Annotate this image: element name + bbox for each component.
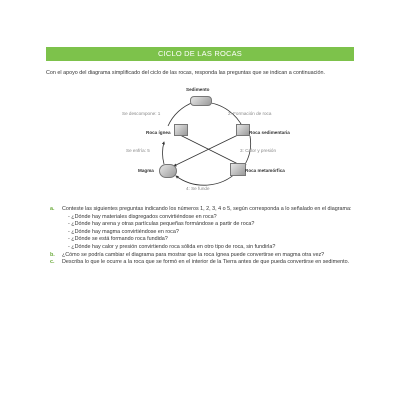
arrow-metamorfica-to-magma	[176, 172, 237, 185]
question-a-letter: a.	[50, 206, 55, 212]
question-b-text: ¿Cómo se podría cambiar el diagrama para mostrar que la roca ígnea puede convertirse en magma otra vez?	[62, 251, 325, 258]
label-sedimento: Sedimento	[186, 87, 210, 92]
question-b-letter: b.	[50, 251, 55, 258]
magma-image	[159, 164, 177, 178]
label-roca-sedimentaria: Roca sedimentaria	[249, 130, 290, 135]
rock-cycle-diagram	[112, 84, 302, 194]
question-a-sub-4: - ¿Dónde se está formando roca fundida?	[68, 236, 168, 243]
question-a-sub-2: - ¿Dónde hay arena y otras partículas pequeñas formándose a partir de roca?	[68, 221, 255, 228]
question-a	[46, 206, 356, 214]
question-a-sub-3: - ¿Dónde hay magma convirtiéndose en roca?	[68, 228, 179, 235]
question-c-text: Describa lo que le ocurre a la roca que se formó en el interior de la Tierra antes de que pueda convertirse en sedimento.	[62, 259, 350, 266]
section-title: CICLO DE LAS ROCAS	[46, 47, 354, 61]
arrow-ignea-to-sedimento	[168, 102, 194, 126]
question-b	[46, 252, 356, 260]
arrow-ignea-to-metamorfica	[178, 134, 242, 166]
roca-metamorfica-image	[230, 163, 246, 176]
intro-text: Con el apoyo del diagrama simplificado del ciclo de las rocas, responda las preguntas que se indican a continuación.	[46, 70, 325, 76]
label-step1: Se descompone: 1	[122, 111, 161, 116]
label-roca-ignea: Roca ígnea	[146, 130, 171, 135]
label-roca-metamorfica: Roca metamórfica	[245, 168, 285, 173]
label-step3: 3: Calor y presión	[240, 148, 277, 153]
label-magma: Magma	[138, 168, 154, 173]
question-c	[46, 259, 356, 267]
roca-ignea-image	[174, 124, 188, 136]
arrow-sedimentaria-to-magma	[174, 134, 240, 166]
label-step2: 2: Formación de roca	[228, 111, 272, 116]
arrow-magma-to-ignea	[163, 142, 164, 164]
sedimento-image	[190, 96, 212, 106]
question-a-sub-1: - ¿Dónde hay materiales disgregados convirtiéndose en roca?	[68, 213, 217, 220]
label-step5: Se enfría: 5	[126, 148, 150, 153]
roca-sedimentaria-image	[236, 124, 250, 136]
question-c-letter: c.	[50, 259, 55, 266]
label-step4: 4: Se funde	[186, 186, 210, 191]
question-a-sub-5: - ¿Dónde hay calor y presión convirtiendo roca sólida en otro tipo de roca, sin fundirla?	[68, 243, 276, 250]
questions-list	[46, 206, 356, 267]
question-a-text: Conteste las siguientes preguntas indicando los números 1, 2, 3, 4 o 5, según corresponda a lo señalado en el diagrama:	[62, 206, 352, 212]
